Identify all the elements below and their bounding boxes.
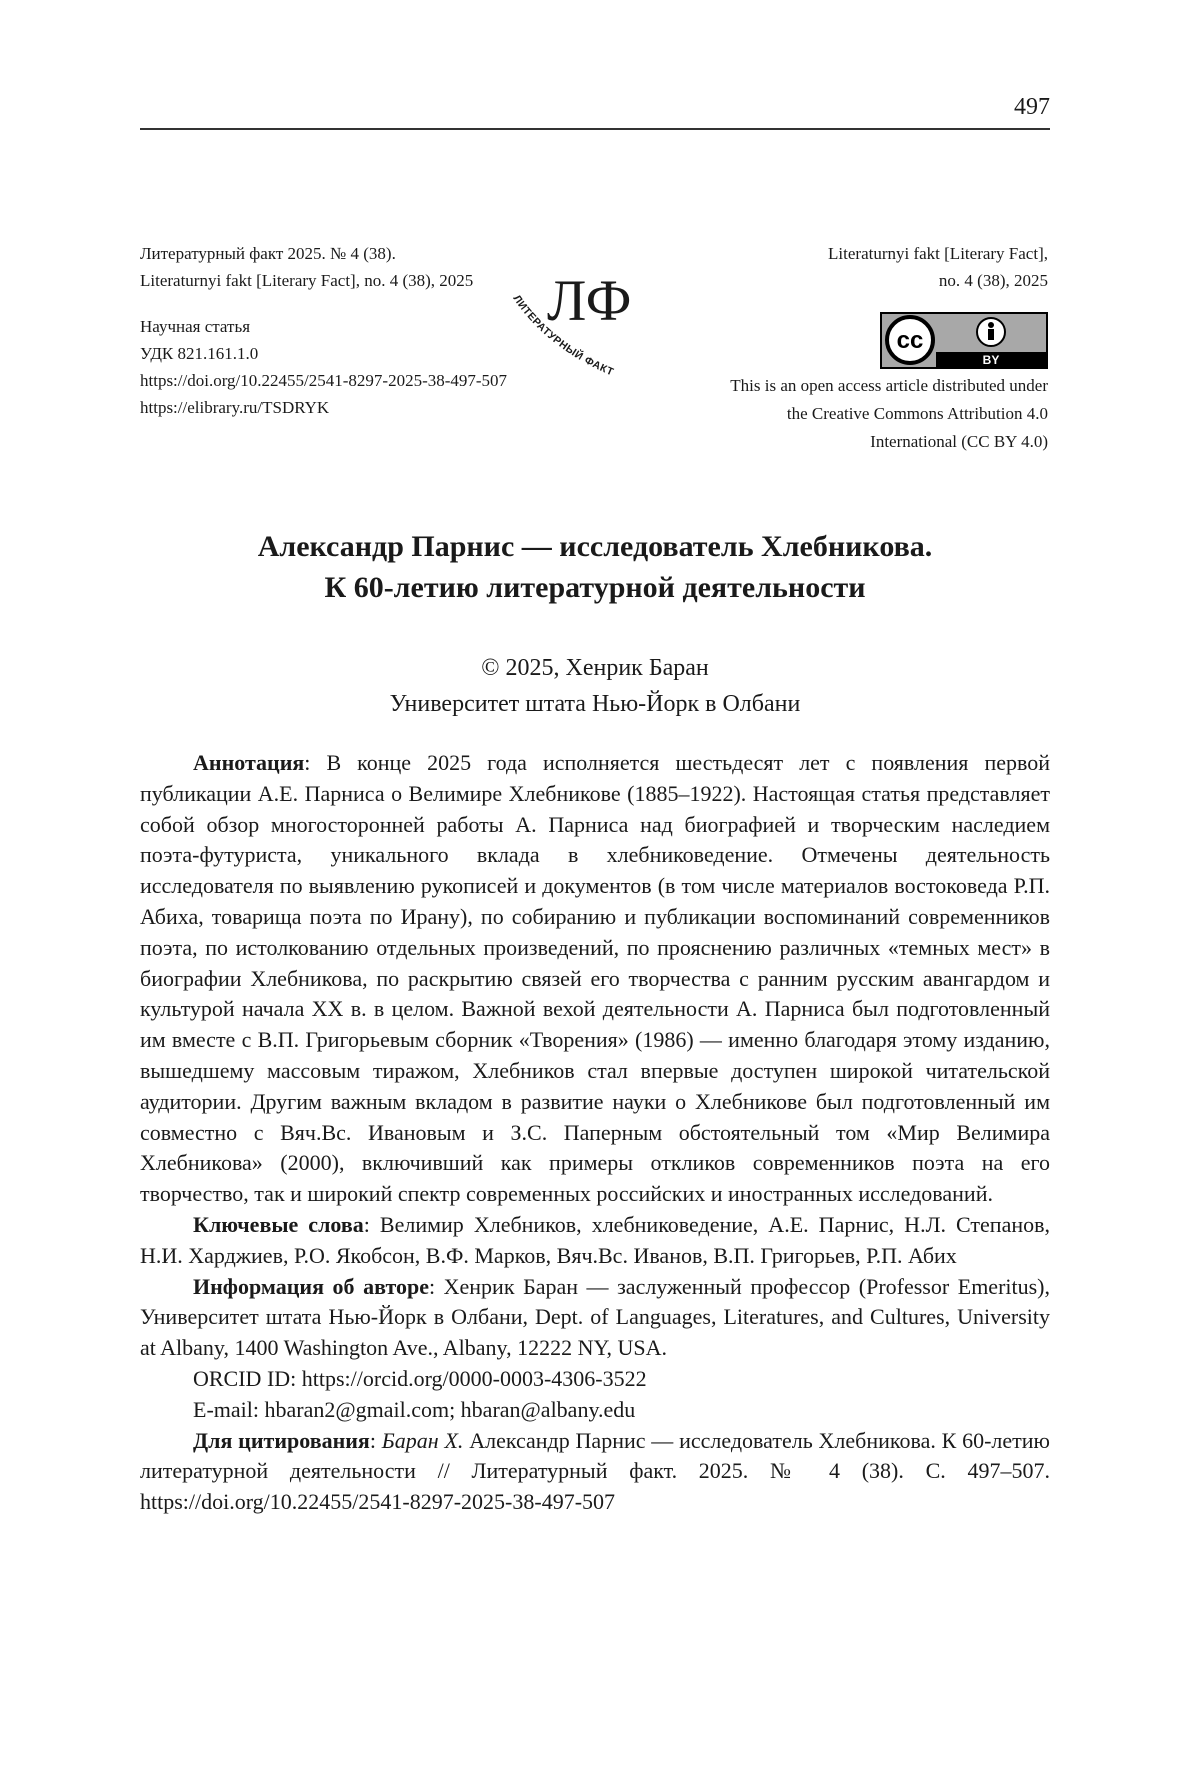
journal-logo [505,258,645,388]
journal-title-en: Literaturnyi fakt [Literary Fact], no. 4 (38), 2025 [140,271,474,290]
svg-text:BY: BY [982,353,1000,367]
abstract-label: Аннотация [193,750,305,775]
citation-author: Баран Х. [381,1427,464,1453]
header-rule [140,128,1050,130]
email-line[interactable]: E-mail: hbaran2@gmail.com; hbaran@albany.edu [193,1396,636,1422]
author-info-paragraph: Информация об авторе: Хенрик Баран — заслуженный профессор (Professor Emeritus), Университет штата Нью-Йорк в Олбани, Dept. of Languages, Literatures, and Cultures, University at Albany, 1400 Washington Ave., Albany, 12222 NY, USA. [140,1273,1051,1361]
article-title: Александр Парнис — исследователь Хлебникова. К 60-летию литературной деятельности [257,530,933,604]
abstract-block [140,748,1050,1518]
journal-line-1: Literaturnyi fakt [Literary Fact], [828,244,1048,263]
journal-line-2: no. 4 (38), 2025 [938,271,1048,290]
journal-title-ru: Литературный факт 2025. № 4 (38). [140,244,396,263]
journal-citation-en [828,240,1048,294]
author-byline [140,650,1050,722]
license-notice: This is an open access article distributed under the Creative Commons Attribution 4.0 International (CC BY 4.0) [730,376,1048,451]
svg-text:cc: cc [896,327,924,354]
page-number: 497 [1014,94,1050,120]
keywords-paragraph: Ключевые слова: Велимир Хлебников, хлебниковедение, А.Е. Парнис, Н.Л. Степанов, Н.И. Харджиев, Р.О. Якобсон, В.Ф. Марков, Вяч.Вс. Иванов, В.П. Григорьев, Р.П. Абих [140,1211,1050,1268]
author-info-label: Информация об авторе [193,1273,429,1299]
citation-paragraph: Для цитирования: Баран Х. Александр Парнис — исследователь Хлебникова. К 60-летию литературной деятельности // Литературный факт. 2025. № 4 (38). С. 497–507. https://doi.org/10.22455/2541-8297-2025-38-497-507 [140,1427,1050,1515]
author-name: © 2025, Хенрик Баран [481,655,709,681]
keywords-label: Ключевые слова [193,1211,364,1237]
article-metadata [140,240,507,421]
elibrary-link[interactable]: https://elibrary.ru/TSDRYK [140,398,330,417]
article-type: Научная статья [140,317,251,336]
citation-label: Для цитирования [193,1427,370,1453]
doi-link[interactable]: https://doi.org/10.22455/2541-8297-2025-38-497-507 [140,371,508,390]
orcid-line[interactable]: ORCID ID: https://orcid.org/0000-0003-4306-3522 [193,1365,647,1391]
abstract-paragraph: Аннотация: В конце 2025 года исполняется шестьдесят лет с появления первой публикации А.Е. Парниса о Велимире Хлебникове (1885–1922). Настоящая статья представляет собой обзор многосторонней работы А. Парниса над биографией и творческим наследием поэта-футуриста, уникального вклада в хлебниковедение. Отмечены деятельность исследователя по выявлению рукописей и документов (в том числе материалов востоковеда Р.П. Абиха, товарища поэта по Ирану), по собиранию и публикации воспоминаний современников поэта, по истолкованию отдельных произведений, по прояснению различных «темных мест» в биографии Хлебникова, по раскрытию связей его творчества с ранним русским авангардом и культурой начала XX в. в целом. Важной вехой деятельности А. Парниса был подготовленный им вместе с В.П. Григорьевым сборник «Творения» (1986) — именно благодаря этому изданию, вышедшему массовым тиражом, Хлебников стал впервые доступен широкой читательской аудитории. Другим важным вкладом в развитие науки о Хлебникове был подготовленный им совместно с Вяч.Вс. Ивановым и З.С. Паперным обстоятельный том «Мир Велимира Хлебникова» (2000), включивший как примеры откликов современников поэта на его творчество, так и широкий спектр современных российских и иностранных исследований. [140,750,1050,1207]
logo-letters: ЛФ [547,268,632,333]
author-affiliation: Университет штата Нью-Йорк в Олбани [389,691,801,717]
logo-ring-text: ЛИТЕРАТУРНЫЙ ФАКТ [510,292,616,379]
udk-code: УДК 821.161.1.0 [140,344,259,363]
cc-by-license-badge[interactable] [880,312,1048,369]
